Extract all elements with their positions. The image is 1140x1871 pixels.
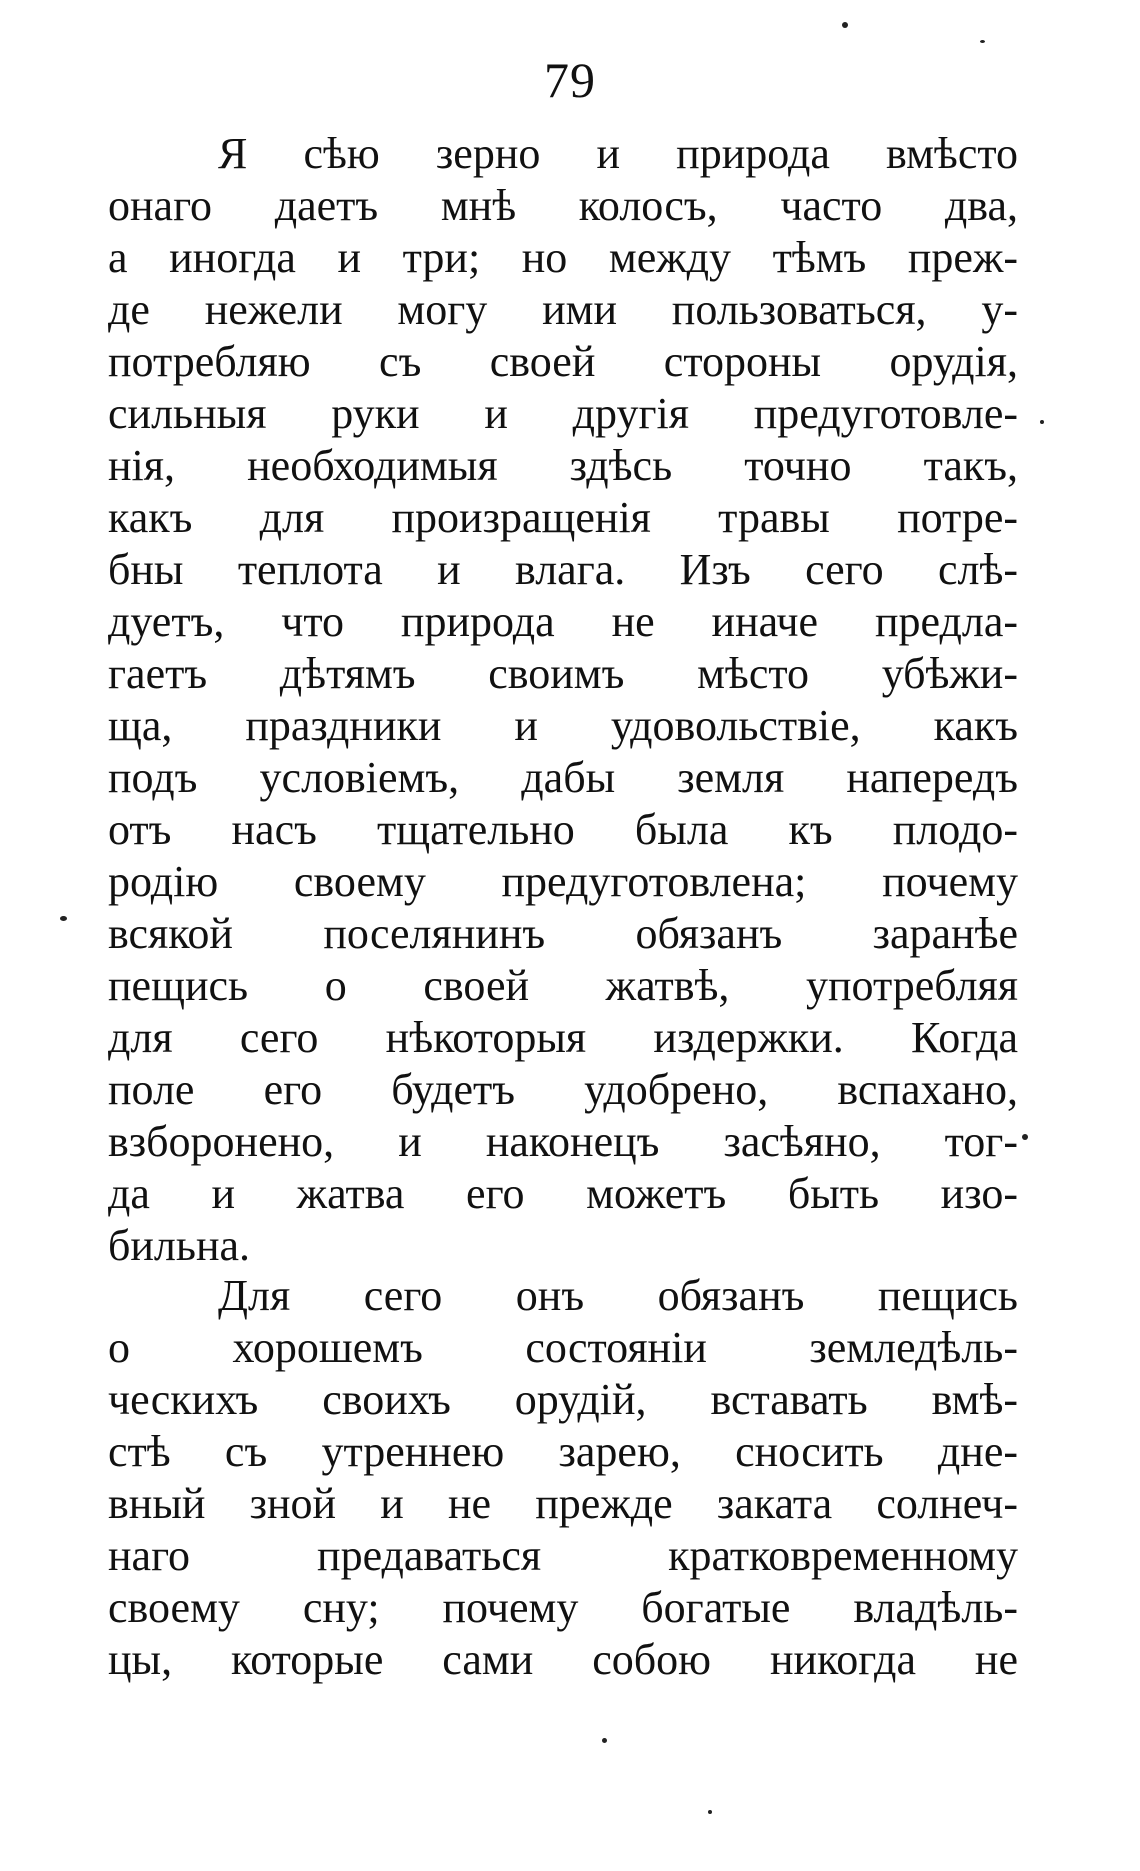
text-line: всякой поселянинъ обязанъ заранѣе [108, 909, 1018, 958]
text-line: какъ для произращенія травы потре- [108, 493, 1018, 542]
scan-speck [602, 1738, 607, 1743]
text-line: отъ насъ тщательно была къ плодо- [108, 805, 1018, 854]
text-line: сильныя руки и другія предуготовле- [108, 389, 1018, 438]
page-number: 79 [544, 52, 596, 108]
text-line: наго предаваться кратковременному [108, 1531, 1018, 1580]
scan-speck [60, 916, 67, 921]
text-line: о хорошемъ состояніи земледѣль- [108, 1323, 1018, 1372]
text-line: Я сѣю зерно и природа вмѣсто [218, 129, 1018, 178]
text-line: родію своему предуготовлена; почему [108, 857, 1018, 906]
text-line: ща, праздники и удовольствіе, какъ [108, 701, 1018, 750]
scan-speck [1040, 420, 1044, 424]
text-line: дуетъ, что природа не иначе предла- [108, 597, 1018, 646]
text-line: вный зной и не прежде заката солнеч- [108, 1479, 1018, 1528]
scan-speck [1022, 1134, 1028, 1140]
text-line: Для сего онъ обязанъ пещись [218, 1271, 1018, 1320]
text-line: цы, которые сами собою никогда не [108, 1635, 1018, 1684]
text-line: де нежели могу ими пользоваться, у- [108, 285, 1018, 334]
scan-speck [708, 1810, 712, 1814]
text-line: потребляю съ своей стороны орудія, [108, 337, 1018, 386]
text-line: для сего нѣкоторыя издержки. Когда [108, 1013, 1018, 1062]
text-line: своему сну; почему богатые владѣль- [108, 1583, 1018, 1632]
paragraph-1 [108, 128, 1018, 1272]
text-line: а иногда и три; но между тѣмъ преж- [108, 233, 1018, 282]
text-line: стѣ съ утреннею зарею, сносить дне- [108, 1427, 1018, 1476]
text-line: поле его будетъ удобрено, вспахано, [108, 1065, 1018, 1114]
paragraph-2 [108, 1270, 1018, 1686]
scan-speck [980, 40, 985, 43]
text-line: бильна. [108, 1221, 251, 1270]
text-line: пещись о своей жатвѣ, употребляя [108, 961, 1018, 1010]
text-line: онаго даетъ мнѣ колосъ, часто два, [108, 181, 1018, 230]
scan-speck [842, 22, 848, 28]
text-line: нія, необходимыя здѣсь точно такъ, [108, 441, 1018, 490]
text-line: да и жатва его можетъ быть изо- [108, 1169, 1018, 1218]
text-line: гаетъ дѣтямъ своимъ мѣсто убѣжи- [108, 649, 1018, 698]
text-line: подъ условіемъ, дабы земля напередъ [108, 753, 1018, 802]
text-line: взборонено, и наконецъ засѣяно, тог- [108, 1117, 1018, 1166]
text-line: ческихъ своихъ орудій, вставать вмѣ- [108, 1375, 1018, 1424]
text-line: бны теплота и влага. Изъ сего слѣ- [108, 545, 1018, 594]
